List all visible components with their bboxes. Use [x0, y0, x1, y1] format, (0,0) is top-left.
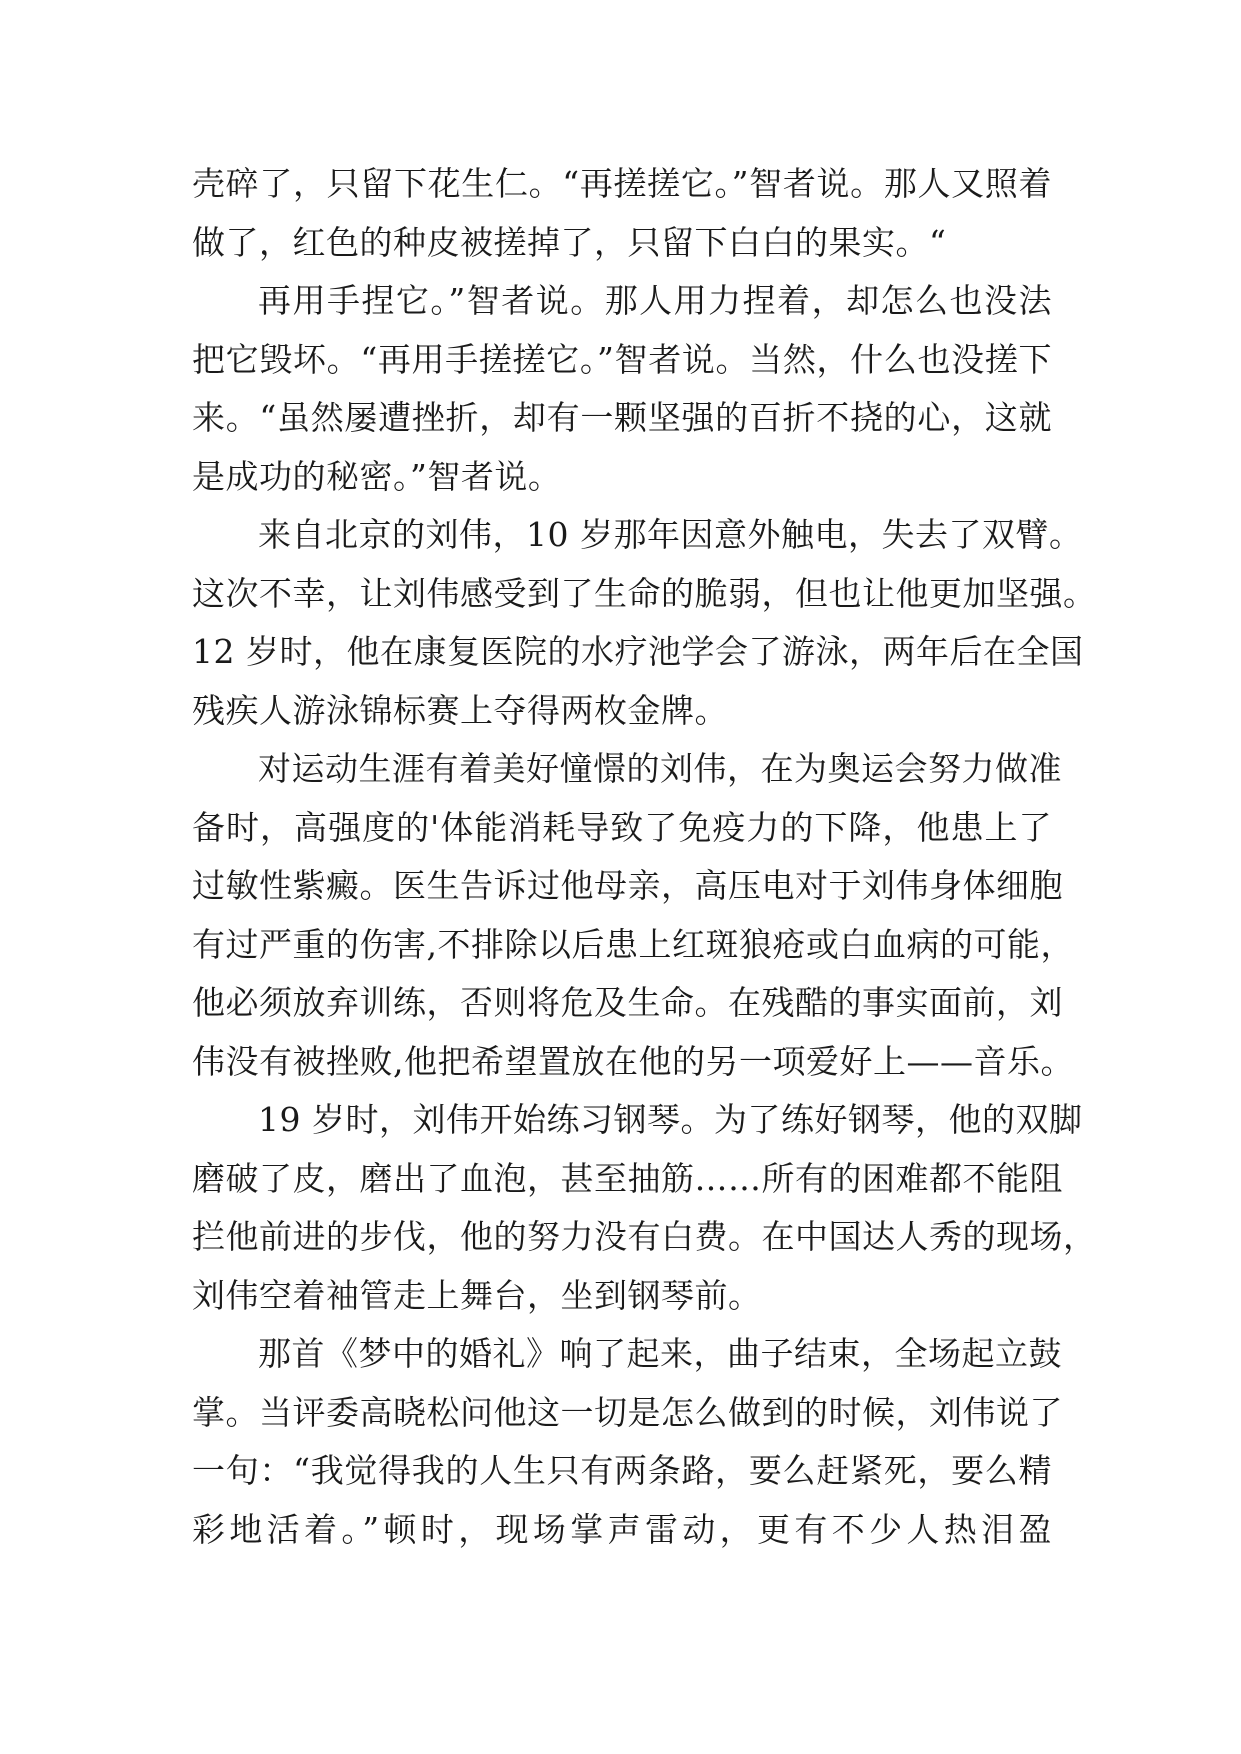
text-line: 是成功的秘密。”智者说。 — [192, 456, 562, 496]
text-line: 残疾人游泳锦标赛上夺得两枚金牌。 — [192, 690, 728, 730]
text-line: 壳碎了，只留下花生仁。“再搓搓它。”智者说。那人又照着 — [192, 164, 1052, 203]
text-line: 这次不幸，让刘伟感受到了生命的脆弱，但也让他更加坚强。 — [192, 573, 1097, 613]
text-line: 他必须放弃训练，否则将危及生命。在残酷的事实面前，刘 — [192, 983, 1063, 1022]
text-line: 备时，高强度的'体能消耗导致了免疫力的下降，他患上了 — [192, 807, 1052, 847]
text-line: 磨破了皮，磨出了血泡，甚至抽筋……所有的困难都不能阻 — [192, 1158, 1063, 1198]
body-text — [192, 155, 1097, 1559]
text-line: 一句：“我觉得我的人生只有两条路，要么赶紧死，要么精 — [192, 1451, 1052, 1490]
text-line: 过敏性紫癜。医生告诉过他母亲，高压电对于刘伟身体细胞 — [192, 866, 1063, 905]
text-line: 彩地活着。”顿时，现场掌声雷动，更有不少人热泪盈 — [192, 1509, 1052, 1549]
text-line: 伟没有被挫败,他把希望置放在他的另一项爱好上——音乐。 — [192, 1041, 1074, 1081]
text-line: 19 岁时，刘伟开始练习钢琴。为了练好钢琴，他的双脚 — [258, 1100, 1083, 1139]
text-line: 对运动生涯有着美好憧憬的刘伟，在为奥运会努力做准 — [258, 749, 1062, 788]
text-line: 拦他前进的步伐，他的努力没有白费。在中国达人秀的现场， — [192, 1217, 1097, 1256]
text-line: 掌。当评委高晓松问他这一切是怎么做到的时候，刘伟说了 — [192, 1392, 1063, 1432]
text-line: 把它毁坏。“再用手搓搓它。”智者说。当然，什么也没搓下 — [192, 339, 1052, 379]
text-line: 那首《梦中的婚礼》响了起来，曲子结束，全场起立鼓 — [258, 1334, 1062, 1373]
text-line: 再用手捏它。”智者说。那人用力捏着，却怎么也没法 — [258, 281, 1052, 320]
text-line: 来。“虽然屡遭挫折，却有一颗坚强的百折不挠的心，这就 — [192, 398, 1052, 437]
text-line: 来自北京的刘伟，10 岁那年因意外触电，失去了双臂。 — [258, 515, 1083, 554]
text-line: 做了，红色的种皮被搓掉了，只留下白白的果实。“ — [192, 222, 947, 262]
text-line: 12 岁时，他在康复医院的水疗池学会了游泳，两年后在全国 — [192, 632, 1084, 671]
text-line: 有过严重的伤害,不排除以后患上红斑狼疮或白血病的可能， — [192, 924, 1074, 964]
text-line: 刘伟空着袖管走上舞台，坐到钢琴前。 — [192, 1275, 762, 1315]
